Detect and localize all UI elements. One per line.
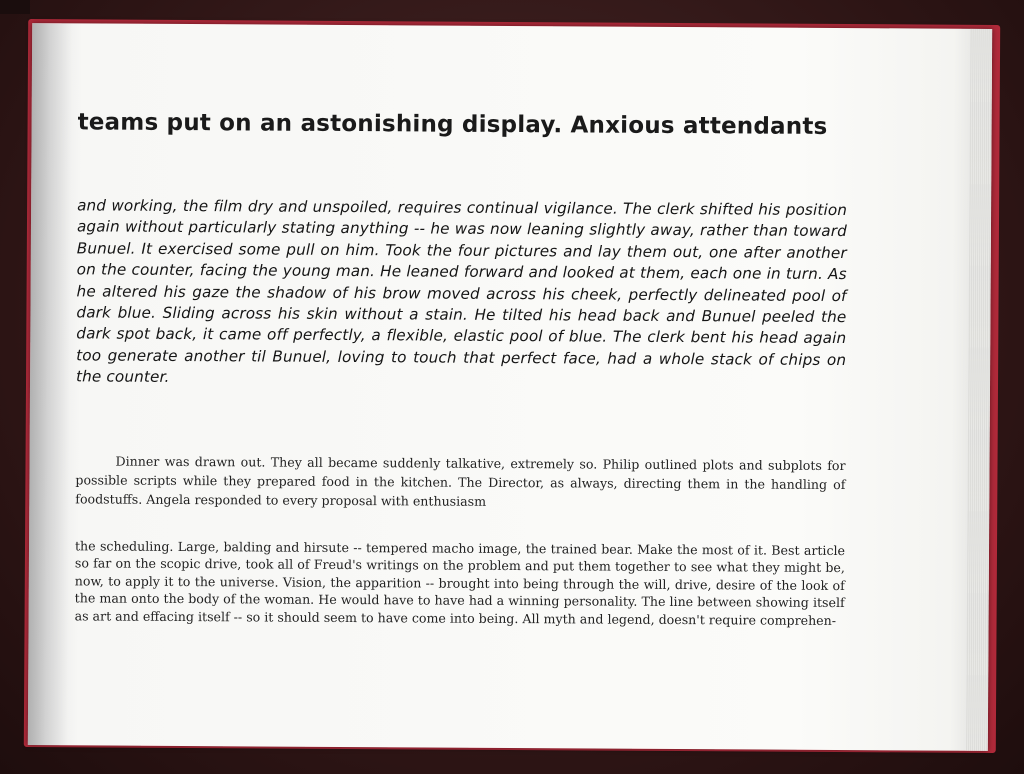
scheduling-paragraph: the scheduling. Large, balding and hirsute -- tempered macho image, the trained bear. Make the most of it. Best article so far on the scopic drive, took all of Freud's writings on the problem and put them together to see what they might be, now, to apply it to the universe. Vision, the apparition -- brought into being through the will, drive, desire of the look of the man onto the body of the woman. He would have to have had a winning personality. The line between showing itself as art and effacing itself -- so it should seem to have come into being. All myth and legend, doesn't require comprehen- [74,538,846,628]
spine-shadow [28,23,72,745]
page-heading: teams put on an astonishing display. Anxious attendants [77,109,828,140]
book-page [28,23,992,751]
dinner-paragraph: Dinner was drawn out. They all became suddenly talkative, extremely so. Philip outlined plots and subplots for possible scripts while they prepared food in the kitchen. The Director, as always, directing them in the handling of foodstuffs. Angela responded to every proposal with enthusiasm [75,453,846,510]
page-stack-edge [966,29,992,751]
italic-paragraph: and working, the film dry and unspoiled, requires continual vigilance. The clerk shifted his position again without particularly stating anything -- he was now leaning slightly away, rather than toward Bunuel. It exercised some pull on him. Took the four pictures and lay them out, one after another on the counter, facing the young man. He leaned forward and looked at them, each one in turn. As he altered his gaze the shadow of his brow moved across his cheek, perfectly delineated pool of dark blue. Sliding across his skin without a stain. He tilted his head back and Bunuel peeled the dark spot back, it came off perfectly, a flexible, elastic pool of blue. The clerk bent his head again too generate another til Bunuel, loving to touch that perfect face, had a whole stack of chips on the counter. [76,196,848,387]
corner-shadow [0,0,30,14]
